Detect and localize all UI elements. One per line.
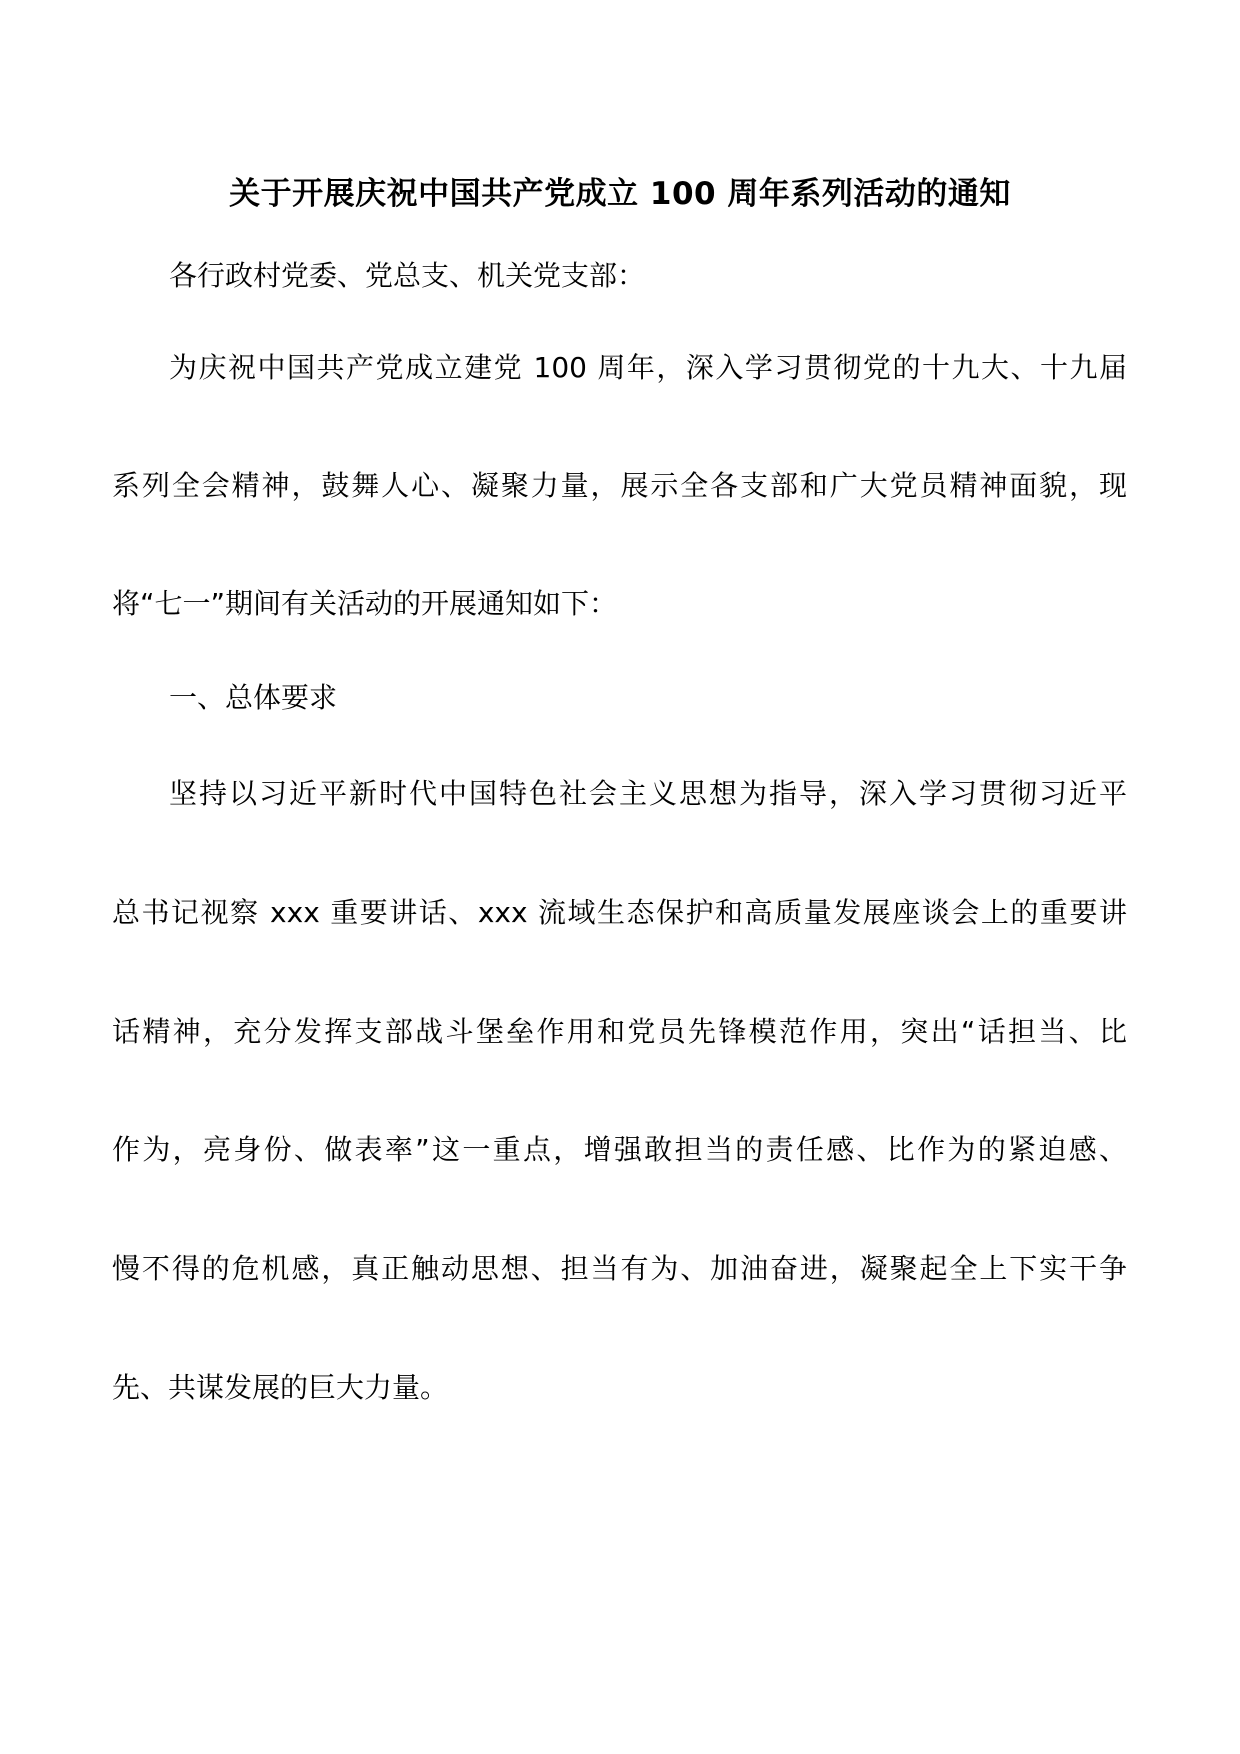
- paragraph-line: 坚持以习近平新时代中国特色社会主义思想为指导，深入学习贯彻习近平: [169, 777, 1127, 810]
- paragraph-line: 慢不得的危机感，真正触动思想、担当有为、加油奋进，凝聚起全上下实干争: [112, 1252, 1127, 1285]
- paragraph-line: 总书记视察 xxx 重要讲话、xxx 流域生态保护和高质量发展座谈会上的重要讲: [112, 896, 1127, 929]
- paragraph-line: 作为，亮身份、做表率”这一重点，增强敢担当的责任感、比作为的紧迫感、: [112, 1133, 1127, 1166]
- paragraph-line: 将“七一”期间有关活动的开展通知如下：: [112, 587, 618, 620]
- paragraph-line: 话精神，充分发挥支部战斗堡垒作用和党员先锋模范作用，突出“话担当、比: [112, 1015, 1127, 1048]
- paragraph-line: 先、共谋发展的巨大力量。: [112, 1371, 449, 1404]
- paragraph-line: 系列全会精神，鼓舞人心、凝聚力量，展示全各支部和广大党员精神面貌，现: [112, 469, 1127, 502]
- paragraph-line: 为庆祝中国共产党成立建党 100 周年，深入学习贯彻党的十九大、十九届: [169, 351, 1127, 384]
- document-title: 关于开展庆祝中国共产党成立 100 周年系列活动的通知: [229, 176, 1011, 212]
- section-heading: 一、总体要求: [169, 681, 338, 714]
- salutation: 各行政村党委、党总支、机关党支部：: [169, 259, 646, 292]
